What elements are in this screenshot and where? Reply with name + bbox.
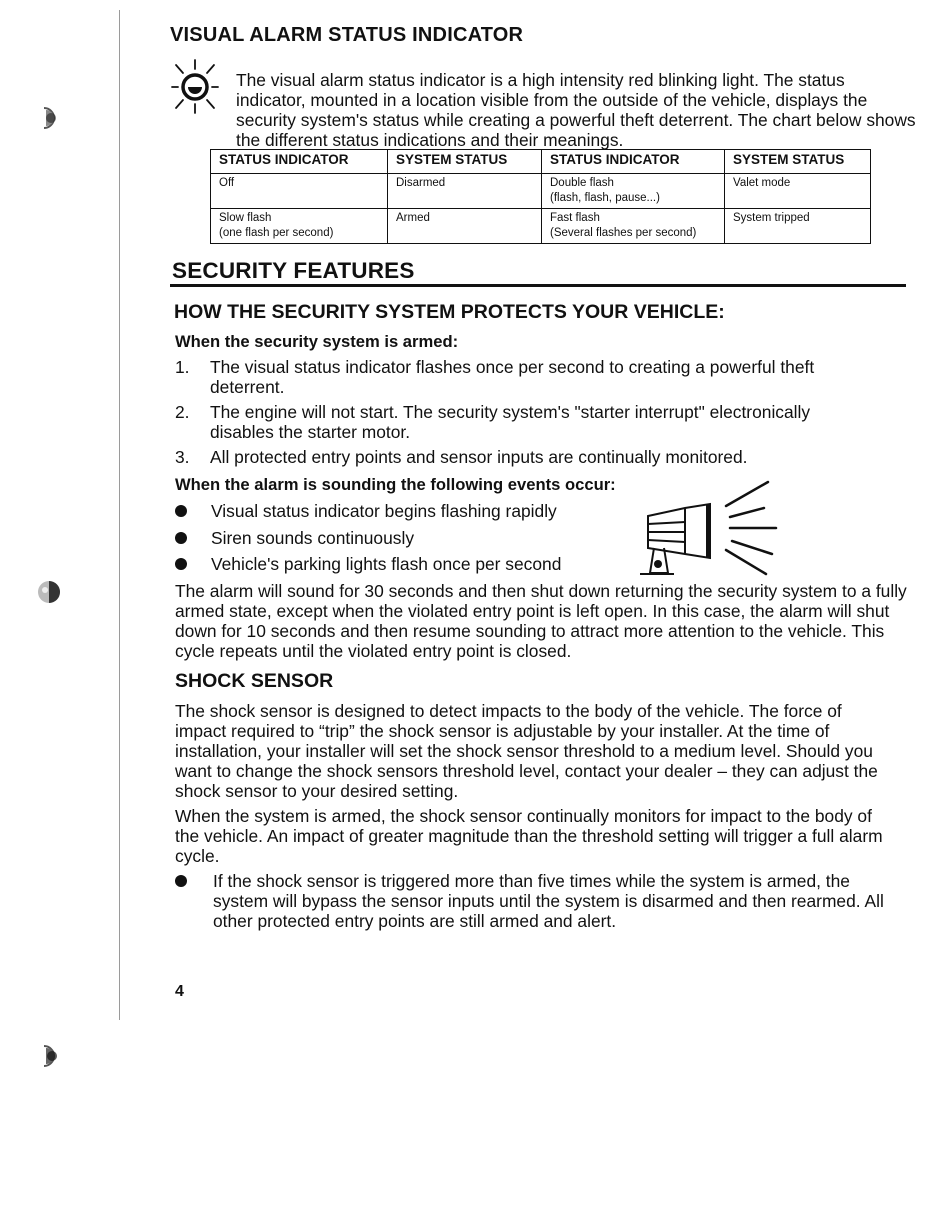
list-item bbox=[175, 402, 875, 442]
step-number: 2. bbox=[175, 402, 190, 422]
margin-rule bbox=[119, 10, 120, 1020]
bullet-icon bbox=[175, 875, 187, 887]
column-header: STATUS INDICATOR bbox=[542, 150, 725, 174]
shock-sensor-heading: SHOCK SENSOR bbox=[175, 670, 334, 692]
list-item bbox=[175, 528, 625, 555]
step-number: 3. bbox=[175, 447, 190, 467]
cell-text: Slow flash bbox=[219, 212, 272, 224]
list-item bbox=[175, 501, 625, 528]
bullet-icon bbox=[175, 532, 187, 544]
bullet-text: Vehicle's parking lights flash once per second bbox=[211, 554, 562, 574]
table-row bbox=[211, 209, 871, 244]
bullet-icon bbox=[175, 505, 187, 517]
shock-sensor-bullets bbox=[175, 871, 905, 931]
cell-text: Armed bbox=[396, 212, 430, 224]
visual-alarm-intro: The visual alarm status indicator is a high intensity red blinking light. The status indicator, mounted in a location visible from the outside of the vehicle, displays the security system's status while creating a powerful theft deterrent. The chart below shows the different status indications and their meanings. bbox=[236, 70, 916, 151]
cell-text: System tripped bbox=[733, 212, 810, 224]
table-row bbox=[211, 174, 871, 209]
step-number: 1. bbox=[175, 357, 190, 377]
shock-sensor-paragraph: The shock sensor is designed to detect impacts to the body of the vehicle. The force of impact required to “trip” the shock sensor is adjustable by your installer. At the time of installation, your installer will set the shock sensor threshold to a medium level. Should you want to change the shock sensors threshold level, contact your dealer – they can adjust the shock sensor to your desired setting. bbox=[175, 701, 878, 801]
column-header: STATUS INDICATOR bbox=[211, 150, 388, 174]
armed-subheading: When the security system is armed: bbox=[175, 332, 459, 351]
table-cell bbox=[725, 209, 871, 244]
siren-horn-icon bbox=[640, 478, 780, 578]
cell-text: Disarmed bbox=[396, 177, 446, 189]
table-cell bbox=[211, 174, 388, 209]
status-table-header bbox=[211, 150, 871, 174]
cell-subtext: (flash, flash, pause...) bbox=[550, 192, 660, 204]
list-item bbox=[175, 447, 875, 467]
step-text: The visual status indicator flashes once per second to creating a powerful theft deterrent. bbox=[210, 357, 815, 397]
shock-sensor-paragraph: When the system is armed, the shock sensor continually monitors for impact to the body of the vehicle. An impact of greater magnitude than the threshold setting will trigger a full alarm cycle. bbox=[175, 806, 883, 866]
table-cell bbox=[211, 209, 388, 244]
page-number: 4 bbox=[175, 983, 184, 1000]
cell-subtext: (Several flashes per second) bbox=[550, 227, 697, 239]
section-divider bbox=[170, 284, 906, 287]
flashing-light-icon bbox=[170, 58, 222, 114]
binder-hole-icon bbox=[34, 1042, 62, 1070]
bullet-text: Visual status indicator begins flashing rapidly bbox=[211, 501, 557, 521]
armed-steps-list bbox=[175, 357, 875, 472]
list-item bbox=[175, 554, 625, 581]
alarm-events-list bbox=[175, 501, 625, 581]
step-text: All protected entry points and sensor inputs are continually monitored. bbox=[210, 447, 748, 467]
alarm-sounding-subheading: When the alarm is sounding the following events occur: bbox=[175, 475, 616, 494]
bullet-text: If the shock sensor is triggered more than five times while the system is armed, the system will bypass the sensor inputs until the system is disarmed and then rearmed. All other protected entry points are still armed and alert. bbox=[213, 871, 884, 931]
cell-text: Valet mode bbox=[733, 177, 791, 189]
column-header: SYSTEM STATUS bbox=[725, 150, 871, 174]
alarm-cycle-paragraph: The alarm will sound for 30 seconds and then shut down returning the security system to a fully armed state, except when the violated entry point is left open. In this case, the alarm will shut down for 10 seconds and then resume sounding to attract more attention to the vehicle. This cycle repeats until the violated entry point is closed. bbox=[175, 581, 907, 661]
status-table bbox=[210, 149, 871, 244]
step-text: The engine will not start. The security system's "starter interrupt" electronically disables the starter motor. bbox=[210, 402, 811, 442]
table-cell bbox=[388, 209, 542, 244]
binder-hole-icon bbox=[34, 104, 62, 132]
table-cell bbox=[725, 174, 871, 209]
cell-text: Fast flash bbox=[550, 212, 600, 224]
list-item bbox=[175, 357, 875, 397]
visual-alarm-heading: VISUAL ALARM STATUS INDICATOR bbox=[170, 24, 524, 46]
bullet-icon bbox=[175, 558, 187, 570]
how-protects-heading: HOW THE SECURITY SYSTEM PROTECTS YOUR VEHICLE: bbox=[174, 301, 725, 323]
security-features-heading: SECURITY FEATURES bbox=[172, 258, 415, 283]
binder-hole-icon bbox=[34, 578, 62, 606]
cell-subtext: (one flash per second) bbox=[219, 227, 334, 239]
column-header: SYSTEM STATUS bbox=[388, 150, 542, 174]
bullet-text: Siren sounds continuously bbox=[211, 527, 415, 548]
cell-text: Off bbox=[219, 177, 235, 189]
cell-text: Double flash bbox=[550, 177, 614, 189]
table-cell bbox=[388, 174, 542, 209]
list-item bbox=[175, 871, 905, 931]
table-cell bbox=[542, 209, 725, 244]
table-cell bbox=[542, 174, 725, 209]
